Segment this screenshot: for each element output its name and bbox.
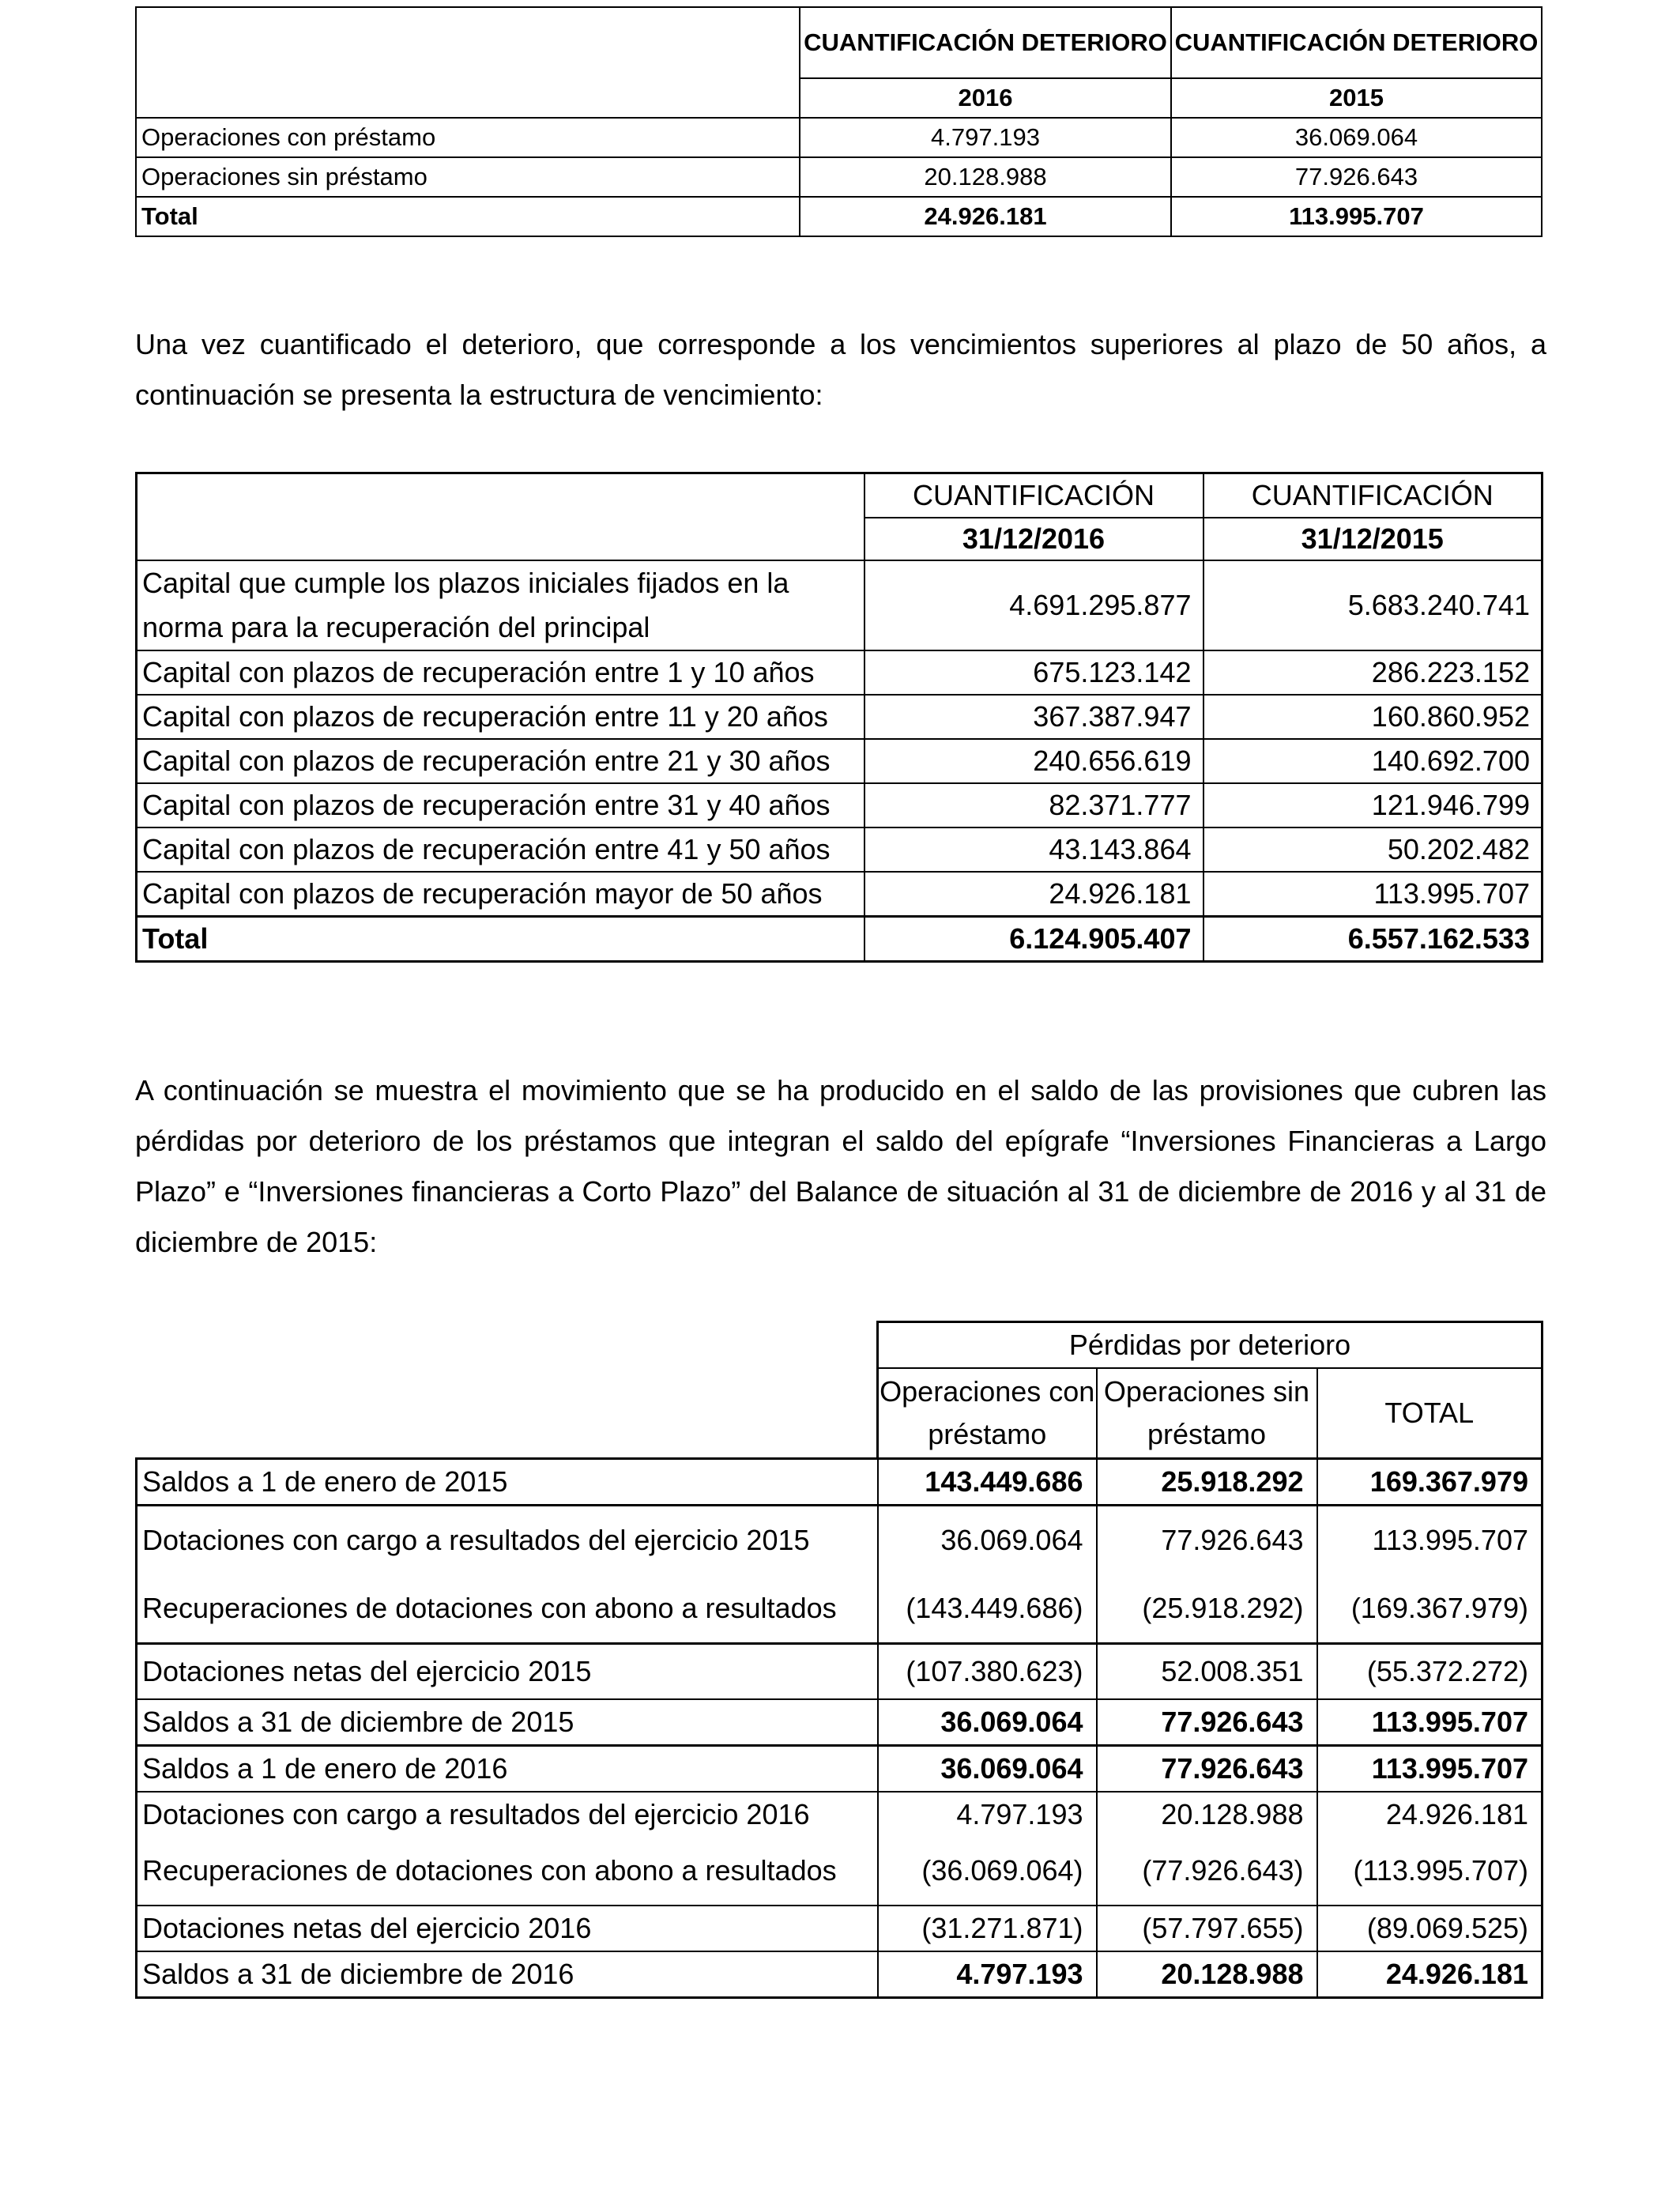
value-con-prestamo: 36.069.064 <box>878 1746 1097 1793</box>
value-total: (55.372.272) <box>1317 1644 1543 1700</box>
value-2016: 24.926.181 <box>800 197 1171 236</box>
value-con-prestamo: (107.380.623) <box>878 1644 1097 1700</box>
table-row <box>137 1459 1543 1506</box>
value-sin-prestamo: 20.128.988 <box>1097 1792 1317 1837</box>
value-2016: 20.128.988 <box>800 157 1171 197</box>
table-row <box>137 650 1543 695</box>
value-2016: 24.926.181 <box>864 872 1203 917</box>
table-row <box>136 157 1542 197</box>
row-label: Total <box>137 917 864 962</box>
value-2016: 6.124.905.407 <box>864 917 1203 962</box>
value-total: 24.926.181 <box>1317 1792 1543 1837</box>
value-2015: 121.946.799 <box>1203 783 1543 827</box>
row-label: Capital con plazos de recuperación entre 1 y 10 años <box>137 650 864 695</box>
year-header: 2015 <box>1171 78 1542 118</box>
column-header: CUANTIFICACIÓN DETERIORO <box>1171 7 1542 78</box>
value-total: 24.926.181 <box>1317 1951 1543 1998</box>
column-header: CUANTIFICACIÓN <box>864 473 1203 518</box>
value-total: (89.069.525) <box>1317 1906 1543 1951</box>
row-label: Capital con plazos de recuperación entre 41 y 50 años <box>137 827 864 872</box>
row-label: Saldos a 31 de diciembre de 2015 <box>137 1699 878 1746</box>
value-2015: 36.069.064 <box>1171 118 1542 157</box>
table-row <box>137 1837 1543 1906</box>
table-header-row <box>137 1322 1543 1369</box>
value-sin-prestamo: 52.008.351 <box>1097 1644 1317 1700</box>
value-2016: 43.143.864 <box>864 827 1203 872</box>
value-2016: 367.387.947 <box>864 695 1203 739</box>
table-row <box>137 1506 1543 1575</box>
paragraph-maturity-intro: Una vez cuantificado el deterioro, que corresponde a los vencimientos superiores al plazo de 50 años, a continuación se presenta la estructura de vencimiento: <box>135 328 1546 411</box>
value-sin-prestamo: (57.797.655) <box>1097 1906 1317 1951</box>
header-empty-cell <box>136 78 800 118</box>
value-2015: 50.202.482 <box>1203 827 1543 872</box>
table-header-row <box>137 473 1543 518</box>
row-label: Capital con plazos de recuperación mayor de 50 años <box>137 872 864 917</box>
column-header: Operaciones con préstamo <box>878 1368 1097 1459</box>
value-con-prestamo: 143.449.686 <box>878 1459 1097 1506</box>
value-2015: 77.926.643 <box>1171 157 1542 197</box>
value-2016: 4.691.295.877 <box>864 560 1203 650</box>
table-header-row <box>136 78 1542 118</box>
row-label: Capital con plazos de recuperación entre 31 y 40 años <box>137 783 864 827</box>
row-label: Capital con plazos de recuperación entre 21 y 30 años <box>137 739 864 783</box>
date-header: 31/12/2015 <box>1203 518 1543 560</box>
group-header: Pérdidas por deterioro <box>878 1322 1543 1369</box>
column-header: TOTAL <box>1317 1368 1543 1459</box>
value-total: (113.995.707) <box>1317 1837 1543 1906</box>
row-label: Capital que cumple los plazos iniciales fijados en la norma para la recuperación del principal <box>137 560 864 650</box>
table-row <box>137 1699 1543 1746</box>
paragraph-provisions-movement: A continuación se muestra el movimiento que se ha producido en el saldo de las provisiones que cubren las pérdidas por deterioro de los préstamos que integran el saldo del epígrafe “Inversiones Financieras a Largo Plazo” e “Inversiones financieras a Corto Plazo” del Balance de situación al 31 de diciembre de 2016 y al 31 de diciembre de 2015: <box>135 1074 1546 1258</box>
value-2015: 160.860.952 <box>1203 695 1543 739</box>
row-label: Operaciones sin préstamo <box>136 157 800 197</box>
value-sin-prestamo: (77.926.643) <box>1097 1837 1317 1906</box>
value-total: 113.995.707 <box>1317 1746 1543 1793</box>
row-label: Dotaciones con cargo a resultados del ejercicio 2016 <box>137 1792 878 1837</box>
value-2015: 113.995.707 <box>1171 197 1542 236</box>
table-row <box>137 1746 1543 1793</box>
row-label: Saldos a 31 de diciembre de 2016 <box>137 1951 878 1998</box>
value-2016: 675.123.142 <box>864 650 1203 695</box>
value-sin-prestamo: 77.926.643 <box>1097 1506 1317 1575</box>
table-row <box>137 1792 1543 1837</box>
row-label: Dotaciones netas del ejercicio 2015 <box>137 1644 878 1700</box>
table-row <box>137 1644 1543 1700</box>
table-row <box>137 827 1543 872</box>
value-con-prestamo: 4.797.193 <box>878 1792 1097 1837</box>
impairment-movement-table <box>135 1321 1543 1999</box>
value-con-prestamo: 4.797.193 <box>878 1951 1097 1998</box>
value-total: 113.995.707 <box>1317 1699 1543 1746</box>
table-row <box>137 1951 1543 1998</box>
row-label: Recuperaciones de dotaciones con abono a resultados <box>137 1837 878 1906</box>
year-header: 2016 <box>800 78 1171 118</box>
row-label: Total <box>136 197 800 236</box>
table-row <box>137 560 1543 650</box>
value-sin-prestamo: 77.926.643 <box>1097 1746 1317 1793</box>
value-con-prestamo: (36.069.064) <box>878 1837 1097 1906</box>
value-2016: 82.371.777 <box>864 783 1203 827</box>
value-2015: 286.223.152 <box>1203 650 1543 695</box>
column-header: CUANTIFICACIÓN DETERIORO <box>800 7 1171 78</box>
row-label: Operaciones con préstamo <box>136 118 800 157</box>
table-row <box>136 118 1542 157</box>
row-label: Capital con plazos de recuperación entre 11 y 20 años <box>137 695 864 739</box>
row-label: Dotaciones netas del ejercicio 2016 <box>137 1906 878 1951</box>
header-empty-cell <box>137 1368 878 1459</box>
row-label: Saldos a 1 de enero de 2015 <box>137 1459 878 1506</box>
table-row <box>137 783 1543 827</box>
value-2016: 240.656.619 <box>864 739 1203 783</box>
value-sin-prestamo: 25.918.292 <box>1097 1459 1317 1506</box>
value-2015: 5.683.240.741 <box>1203 560 1543 650</box>
value-total: 113.995.707 <box>1317 1506 1543 1575</box>
table-header-row <box>137 1368 1543 1459</box>
value-con-prestamo: (31.271.871) <box>878 1906 1097 1951</box>
table-row <box>137 1906 1543 1951</box>
table-row <box>137 739 1543 783</box>
table-header-row <box>136 7 1542 78</box>
column-header: Operaciones sin préstamo <box>1097 1368 1317 1459</box>
value-2016: 4.797.193 <box>800 118 1171 157</box>
value-sin-prestamo: 20.128.988 <box>1097 1951 1317 1998</box>
table-row <box>137 695 1543 739</box>
value-con-prestamo: 36.069.064 <box>878 1506 1097 1575</box>
row-label: Recuperaciones de dotaciones con abono a resultados <box>137 1574 878 1644</box>
date-header: 31/12/2016 <box>864 518 1203 560</box>
row-label: Saldos a 1 de enero de 2016 <box>137 1746 878 1793</box>
impairment-quantification-table <box>135 6 1543 237</box>
header-empty-cell <box>137 1322 878 1369</box>
row-label: Dotaciones con cargo a resultados del ejercicio 2015 <box>137 1506 878 1575</box>
value-con-prestamo: (143.449.686) <box>878 1574 1097 1644</box>
value-total: (169.367.979) <box>1317 1574 1543 1644</box>
header-empty-cell <box>136 7 800 78</box>
value-2015: 6.557.162.533 <box>1203 917 1543 962</box>
value-total: 169.367.979 <box>1317 1459 1543 1506</box>
table-row <box>137 1574 1543 1644</box>
total-row <box>136 197 1542 236</box>
value-con-prestamo: 36.069.064 <box>878 1699 1097 1746</box>
total-row <box>137 917 1543 962</box>
header-empty-cell <box>137 473 864 561</box>
value-2015: 140.692.700 <box>1203 739 1543 783</box>
column-header: CUANTIFICACIÓN <box>1203 473 1543 518</box>
value-sin-prestamo: 77.926.643 <box>1097 1699 1317 1746</box>
maturity-structure-table <box>135 472 1543 963</box>
value-2015: 113.995.707 <box>1203 872 1543 917</box>
table-row <box>137 872 1543 917</box>
value-sin-prestamo: (25.918.292) <box>1097 1574 1317 1644</box>
